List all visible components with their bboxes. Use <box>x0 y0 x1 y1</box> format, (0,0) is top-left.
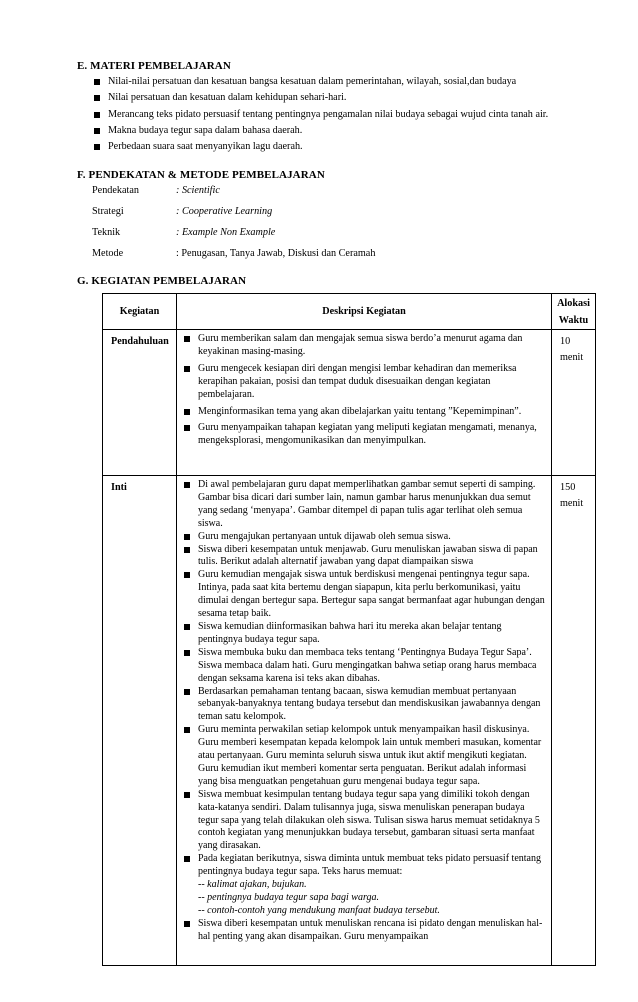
list-item: Siswa diberi kesempatan untuk menjawab. Guru menuliskan jawaban siswa di papan tulis. Berikut adalah alternatif jawaban yang dapat diampaikan siswa <box>181 544 547 570</box>
list-item: Berdasarkan pemahaman tentang bacaan, siswa kemudian membuat pertanyaan sebanyak-banyaknya tentang budaya tersebut dan mendiskusikan jawabannya dengan teman satu kelompok. <box>181 686 547 725</box>
pendekatan-row <box>92 180 552 201</box>
row-key: Strategi <box>92 206 124 217</box>
header-alokasi-line1: Alokasi <box>557 297 590 309</box>
materi-item: Makna budaya tegur sapa dalam bahasa daerah. <box>92 123 548 139</box>
materi-item: Nilai-nilai persatuan dan kesatuan bangsa kesatuan dalam pemerintahan, wilayah, sosial,dan budaya <box>92 74 548 90</box>
pendekatan-table <box>92 180 552 264</box>
row-value: : Cooperative Learning <box>176 206 273 217</box>
row-value: : Example Non Example <box>176 227 276 238</box>
inti-list <box>177 476 551 944</box>
row-value: : Penugasan, Tanya Jawab, Diskusi dan Ceramah <box>176 248 376 259</box>
pendahuluan-list <box>177 330 551 448</box>
alokasi-cell <box>552 476 596 966</box>
materi-item: Merancang teks pidato persuasif tentang pentingnya pengamalan nilai budaya sebagai wujud cinta tanah air. <box>92 107 548 123</box>
materi-item: Perbedaan suara saat menyanyikan lagu daerah. <box>92 139 548 155</box>
kegiatan-name: Inti <box>103 476 177 966</box>
alokasi-unit: menit <box>560 352 584 363</box>
section-f-heading: F. PENDEKATAN & METODE PEMBELAJARAN <box>77 169 325 181</box>
teknik-row <box>92 222 552 243</box>
list-item: Guru menyampaikan tahapan kegiatan yang meliputi kegiatan mengamati, menanya, mengeksplorasi, mengomunikasikan dan menyimpulkan. <box>181 422 547 448</box>
section-e-heading: E. MATERI PEMBELAJARAN <box>77 60 231 72</box>
header-kegiatan: Kegiatan <box>103 294 177 330</box>
list-item: Siswa membuka buku dan membaca teks tentang ‘Pentingnya Budaya Tegur Sapa’. Siswa membaca dalam hati. Guru mengingatkan bahwa setiap orang harus membaca dengan seksama karena isi teks akan dibahas. <box>181 647 547 686</box>
metode-row <box>92 243 552 264</box>
table-row-pendahuluan <box>103 330 596 476</box>
row-key: Metode <box>92 248 124 259</box>
deskripsi-cell <box>177 476 552 966</box>
kegiatan-table <box>102 293 596 966</box>
kegiatan-name: Pendahuluan <box>103 330 177 476</box>
list-item: Siswa kemudian diinformasikan bahwa hari itu mereka akan belajar tentang pentingnya budaya tegur sapa. <box>181 621 547 647</box>
row-key: Pendekatan <box>92 185 139 196</box>
row-key: Teknik <box>92 227 121 238</box>
list-item-with-sublist <box>181 853 547 918</box>
alokasi-unit: menit <box>560 498 584 509</box>
materi-item: Nilai persatuan dan kesatuan dalam kehidupan sehari-hari. <box>92 90 548 106</box>
list-item: Guru mengecek kesiapan diri dengan mengisi lembar kehadiran dan memeriksa kerapihan pakaian, posisi dan tempat duduk disesuaikan dengan kegiatan pembelajaran. <box>181 363 547 402</box>
list-item: Guru mengajukan pertanyaan untuk dijawab oleh semua siswa. <box>181 531 547 544</box>
list-item: Di awal pembelajaran guru dapat memperlihatkan gambar semut seperti di samping. Gambar bisa dicari dari sumber lain, namun gambar harus menunjukkan dua semut yang sedang ‘menyapa’. Gambar ditempel di papan tulis agar terlihat oleh semua siswa. <box>181 479 547 531</box>
sublist-item: -- pentingnya budaya tegur sapa bagi warga. <box>198 892 380 903</box>
row-value: : Scientific <box>176 185 220 196</box>
materi-list <box>92 74 548 155</box>
section-g-heading: G. KEGIATAN PEMBELAJARAN <box>77 275 247 287</box>
header-deskripsi: Deskripsi Kegiatan <box>177 294 552 330</box>
header-alokasi-line2: Waktu <box>558 314 589 326</box>
list-item: Guru kemudian mengajak siswa untuk berdiskusi mengenai pentingnya tegur sapa. Intinya, pada saat kita bertemu dengan siapapun, kita perlu berkomunikasi, yaitu dimulai dengan bertegur sapa. Bertegur sapa sangat bermanfaat agar hubungan dengan sesama tetap baik. <box>181 569 547 621</box>
header-alokasi <box>552 294 596 330</box>
table-row-inti <box>103 476 596 966</box>
deskripsi-cell <box>177 330 552 476</box>
list-item: Siswa diberi kesempatan untuk menuliskan rencana isi pidato dengan menuliskan hal-hal penting yang akan disampaikan. Guru menyampaikan <box>181 918 547 944</box>
sublist-item: -- contoh-contoh yang mendukung manfaat budaya tersebut. <box>198 904 440 916</box>
list-item: Siswa membuat kesimpulan tentang budaya tegur sapa yang dimiliki tokoh dengan kata-katanya sendiri. Dalam tulisannya juga, siswa menuliskan penerapan budaya tegur sapa yang telah dilakukan oleh siswa. Tulisan siswa harus memuat setidaknya 5 contoh kegiatan yang menunjukkan budaya tersebut, gambaran situasi serta manfaat yang dirasakan. <box>181 789 547 854</box>
table-header-row <box>103 294 596 330</box>
alokasi-cell <box>552 330 596 476</box>
strategi-row <box>92 201 552 222</box>
list-item: Menginformasikan tema yang akan dibelajarkan yaitu tentang ”Kepemimpinan”. <box>181 406 547 419</box>
sublist-item: -- kalimat ajakan, bujukan. <box>198 879 307 891</box>
list-item: Guru memberikan salam dan mengajak semua siswa berdo’a menurut agama dan keyakinan masing-masing. <box>181 333 547 359</box>
list-item: Guru meminta perwakilan setiap kelompok untuk menyampaikan hasil diskusinya. Guru memberi kesempatan kepada kelompok lain untuk memberi masukan, komentar atau pertanyaan. Guru meminta seluruh siswa untuk ikut aktif mengikuti kegiatan. Guru kemudian ikut memberi komentar serta penguatan. Berikut adalah informasi yang bisa menguatkan pengetahuan guru mengenai budaya tegur sapa. <box>181 724 547 789</box>
alokasi-value: 150 <box>560 482 576 493</box>
alokasi-value: 10 <box>560 336 571 347</box>
list-item-text: Pada kegiatan berikutnya, siswa diminta untuk membuat teks pidato persuasif tentang pentingnya budaya tegur sapa. Teks harus memuat: <box>198 853 541 878</box>
